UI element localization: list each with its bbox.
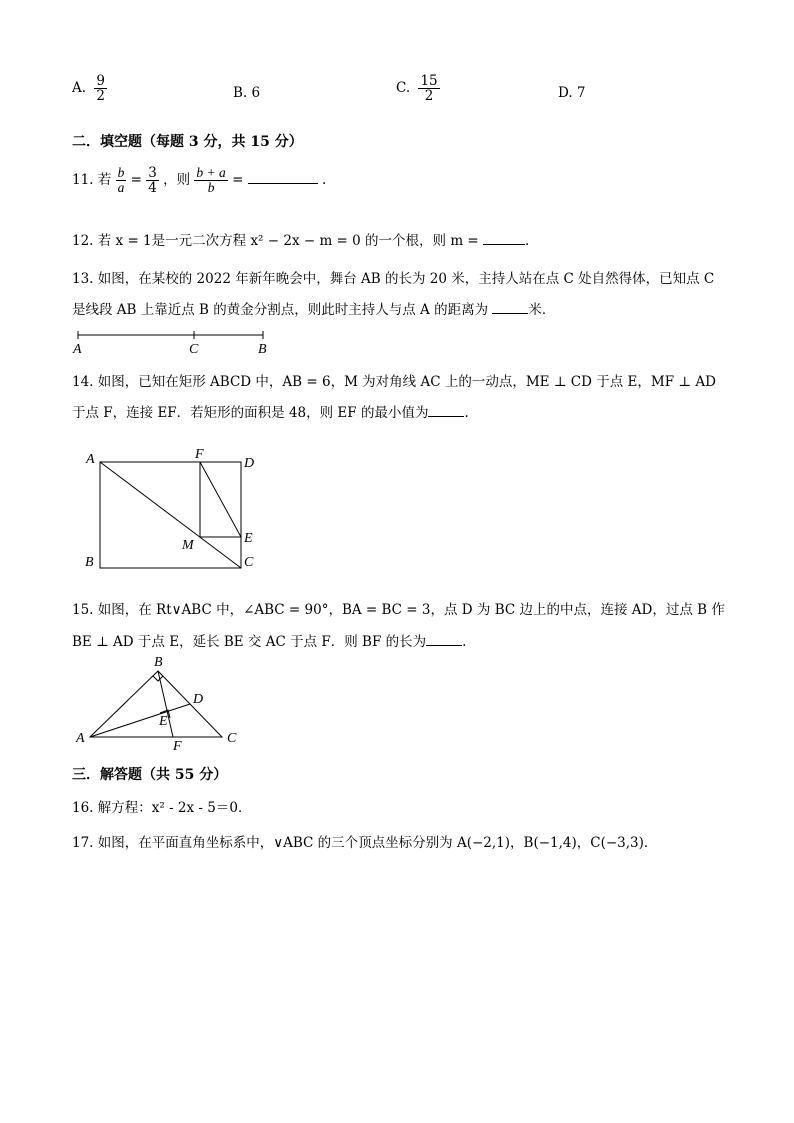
- question-16: 16. 解方程：x² - 2x - 5＝0．: [72, 800, 252, 816]
- question-15-line-1: 15. 如图，在 Rt∨ABC 中，∠ABC = 90°，BA = BC = 3，点 D 为 BC 边上的中点，连接 AD，过点 B 作: [72, 602, 725, 618]
- answer-blank[interactable]: [248, 183, 318, 184]
- answer-blank[interactable]: [483, 244, 525, 245]
- label-d: D: [193, 692, 204, 707]
- fraction-3-over-4: $\frac{3}{4}$: [148, 165, 157, 197]
- segment-ab-figure: [70, 325, 280, 357]
- option-d: D. 7: [558, 85, 586, 101]
- section-3-title: 三．解答题（共 55 分）: [72, 767, 228, 783]
- label-c: C: [227, 731, 237, 746]
- option-b: B. 6: [233, 85, 261, 101]
- label-m: M: [182, 538, 194, 553]
- question-13-line-1: 13. 如图，在某校的 2022 年新年晚会中，舞台 AB 的长为 20 米，主持人站在点 C 处自然得体，已知点 C: [72, 271, 715, 287]
- question-14-line-2: 于点 F，连接 EF．若矩形的面积是 48，则 EF 的最小值为 .: [72, 405, 469, 421]
- question-14-line-1: 14. 如图，已知在矩形 ABCD 中，AB = 6，M 为对角线 AC 上的一动点，ME ⊥ CD 于点 E，MF ⊥ AD: [72, 374, 716, 390]
- right-angle-b: [153, 676, 163, 681]
- label-f: F: [195, 447, 204, 462]
- segment-ad: [90, 704, 190, 737]
- option-c: C. $\frac{15}{2}$: [396, 73, 438, 105]
- rectangle-abcd-figure: [80, 445, 270, 575]
- answer-blank[interactable]: [426, 645, 462, 646]
- label-a: A: [76, 731, 85, 746]
- label-a: A: [73, 342, 82, 357]
- option-c-fraction: $\frac{15}{2}$: [420, 73, 438, 105]
- diagonal-ac: [100, 462, 241, 568]
- option-a: A. $\frac{9}{2}$: [72, 73, 105, 105]
- question-15-line-2: BE ⊥ AD 于点 E，延长 BE 交 AC 于点 F．则 BF 的长为 .: [72, 634, 467, 650]
- question-17: 17. 如图，在平面直角坐标系中，∨ABC 的三个顶点坐标分别为 A(−2,1)，B(−1,4)，C(−3,3)．: [72, 835, 658, 851]
- triangle-abc-figure: [72, 652, 252, 752]
- fraction-b-plus-a-over-b: $\frac{b + a}{b}$: [196, 165, 226, 196]
- fraction-b-over-a: $\frac{b}{a}$: [117, 165, 125, 196]
- label-c: C: [244, 555, 254, 570]
- label-b: B: [258, 342, 267, 357]
- question-11: 11. 若 $\frac{b}{a}$ = $\frac{3}{4}$ ，则 $\frac{b + a}{b}$ = .: [72, 165, 327, 197]
- label-b: B: [85, 555, 94, 570]
- label-d: D: [244, 456, 255, 471]
- option-a-fraction: $\frac{9}{2}$: [96, 73, 105, 105]
- segment-ef: [200, 462, 241, 537]
- label-c: C: [189, 342, 199, 357]
- label-b: B: [154, 655, 163, 670]
- label-e: E: [159, 714, 168, 729]
- question-12: 12. 若 x = 1是一元二次方程 x² − 2x − m = 0 的一个根，则 m = .: [72, 233, 530, 249]
- answer-blank[interactable]: [492, 313, 528, 314]
- section-2-title: 二．填空题（每题 3 分，共 15 分）: [72, 134, 303, 150]
- label-f: F: [173, 739, 182, 752]
- answer-blank[interactable]: [428, 416, 464, 417]
- label-a: A: [86, 452, 95, 467]
- question-13-line-2: 是线段 AB 上靠近点 B 的黄金分割点，则此时主持人与点 A 的距离为 米．: [72, 302, 556, 318]
- label-e: E: [244, 531, 253, 546]
